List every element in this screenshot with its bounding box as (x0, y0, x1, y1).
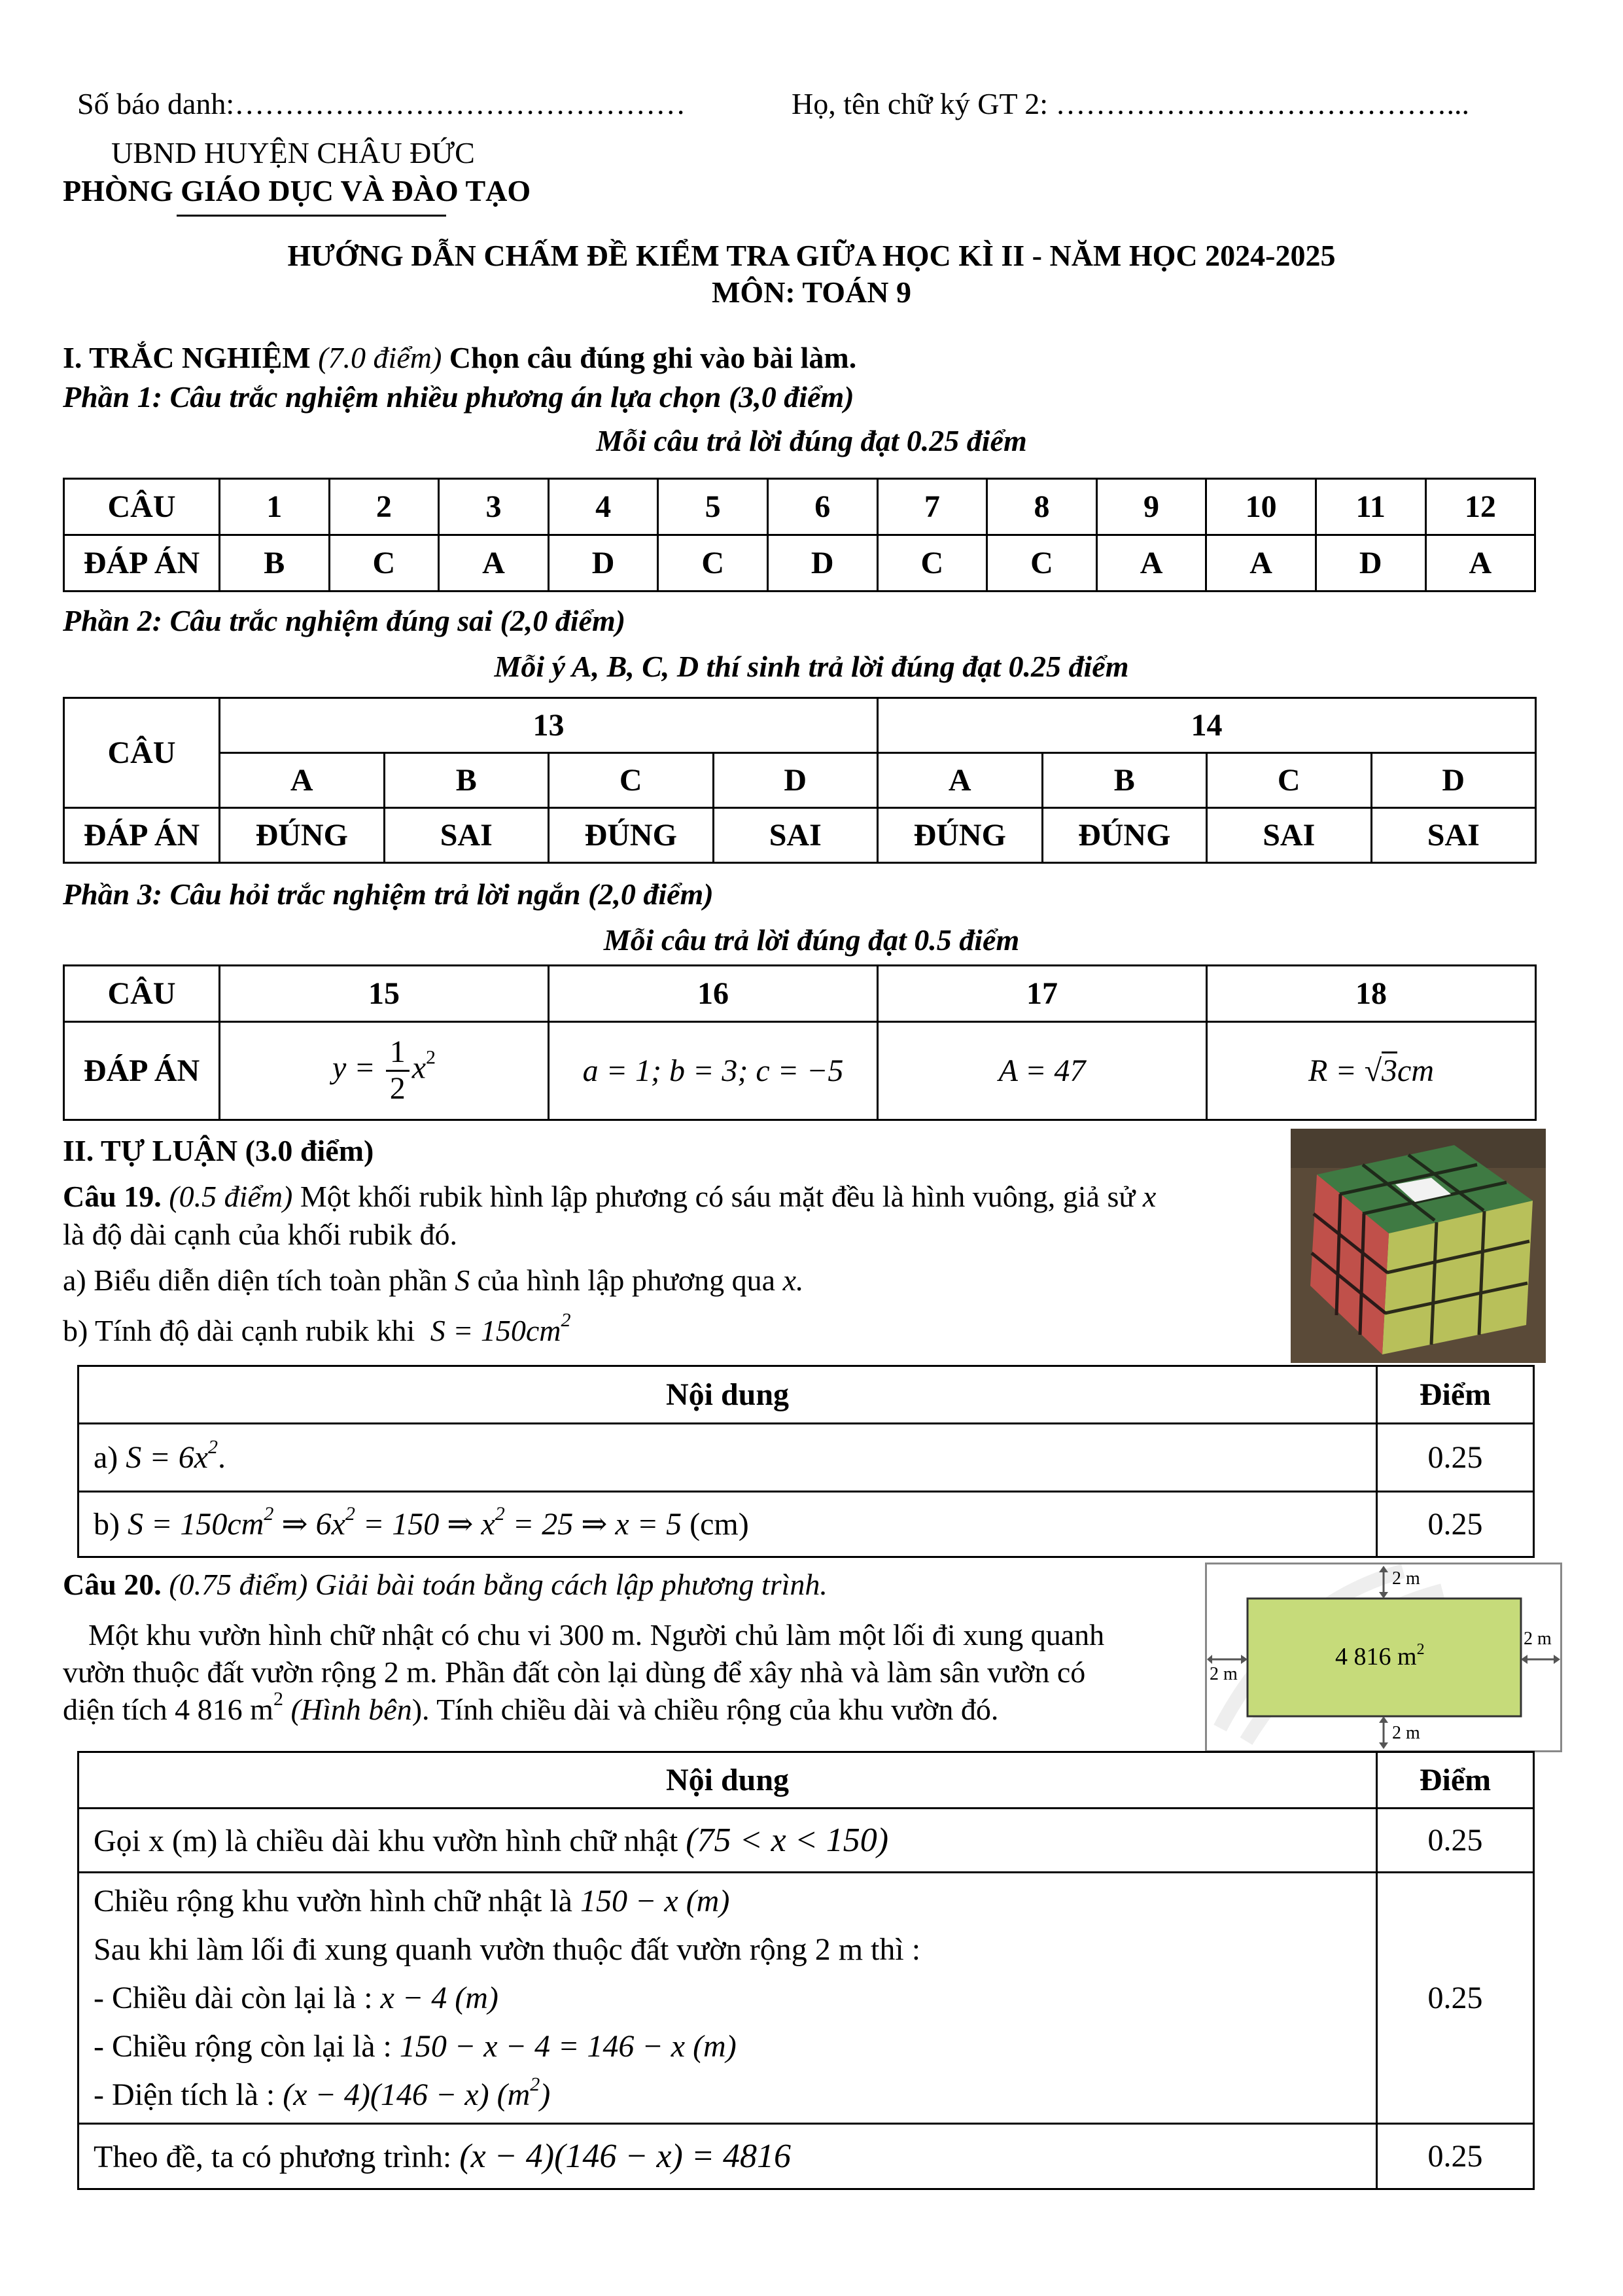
answer-cell: D (548, 535, 658, 592)
part-3-answer-table (63, 964, 1537, 1121)
table-cell: 7 (877, 479, 987, 535)
score-cell: 0.25 (1377, 1424, 1534, 1492)
question-20-line-1: Một khu vườn hình chữ nhật có chu vi 300 m. Người chủ làm một lối đi xung quanh (88, 1618, 1105, 1651)
table-cell: 4 (548, 479, 658, 535)
table-cell: 9 (1096, 479, 1206, 535)
question-13-header: 13 (220, 698, 878, 753)
answer-cell: C (658, 535, 768, 592)
sub-item-cell: D (713, 753, 878, 808)
table-cell: 3 (439, 479, 549, 535)
score-cell: 0.25 (1377, 1809, 1534, 1873)
sub-item-cell: A (878, 753, 1043, 808)
answer-line: - Diện tích là : (x − 4)(146 − x) $(m^2)$ (94, 2073, 551, 2112)
rubik-cube-photo (1291, 1129, 1546, 1363)
sub-item-cell: B (384, 753, 549, 808)
top-path-width-label: 2 m (1392, 1568, 1420, 1589)
table-cell: 11 (1316, 479, 1425, 535)
part-2-heading: Phần 2: Câu trắc nghiệm đúng sai (2,0 điểm) (63, 604, 626, 637)
question-20-scoring-table (77, 1751, 1535, 2190)
answer-cell: ĐÚNG (1042, 808, 1207, 863)
sub-item-cell: D (1371, 753, 1536, 808)
answer-17-cell: A = 47 (878, 1022, 1207, 1120)
score-cell: 0.25 (1377, 1873, 1534, 2124)
table-row-label: CÂU (64, 479, 220, 535)
document-title: HƯỚNG DẪN CHẤM ĐỀ KIỂM TRA GIỮA HỌC KÌ II - NĂM HỌC 2024-2025 (287, 239, 1336, 272)
question-20-line-3: diện tích 4 816 $m^2$ (Hình bên). Tính chiều dài và chiều rộng của khu vườn đó. (63, 1688, 999, 1726)
sub-item-cell: C (1207, 753, 1372, 808)
section-1-instruction: Chọn câu đúng ghi vào bài làm. (449, 341, 857, 374)
answer-cell: ĐÚNG (878, 808, 1043, 863)
part-3-heading: Phần 3: Câu hỏi trắc nghiệm trả lời ngắn (2,0 điểm) (63, 877, 714, 911)
examiner-signature-line: Họ, tên chữ ký GT 2: …………………………………... (792, 87, 1470, 120)
answer-cell: A (439, 535, 549, 592)
document-subject: MÔN: TOÁN 9 (712, 275, 911, 309)
score-column-header: Điểm (1377, 1752, 1534, 1809)
question-14-header: 14 (878, 698, 1536, 753)
answer-16-cell: a = 1; b = 3; c = −5 (549, 1022, 878, 1120)
answer-19a: a) $S = 6x^2$. (79, 1424, 1377, 1492)
table-cell: 8 (987, 479, 1097, 535)
answer-line: Chiều rộng khu vườn hình chữ nhật là 150 − x (m) (94, 1883, 730, 1918)
answer-20-step-3: Theo đề, ta có phương trình: (x − 4)(146 − x) = 4816 (79, 2124, 1377, 2189)
part-2-answer-table (63, 697, 1537, 864)
score-cell: 0.25 (1377, 1492, 1534, 1557)
department-underline (177, 215, 446, 217)
answer-20-step-2 (79, 1873, 1377, 2124)
answer-line: - Chiều dài còn lại là : x − 4 (m) (94, 1980, 498, 2015)
answer-line: - Chiều rộng còn lại là : 150 − x − 4 = 146 − x (m) (94, 2028, 737, 2064)
answer-cell: C (987, 535, 1097, 592)
part-3-note: Mỗi câu trả lời đúng đạt 0.5 điểm (603, 923, 1020, 957)
sub-item-cell: B (1042, 753, 1207, 808)
table-row-label: ĐÁP ÁN (64, 808, 220, 863)
section-1-label: I. TRẮC NGHIỆM (63, 341, 311, 374)
answer-cell: C (329, 535, 439, 592)
answer-cell: SAI (1207, 808, 1372, 863)
question-19-scoring-table (77, 1365, 1535, 1558)
table-cell: 6 (767, 479, 877, 535)
part-1-note: Mỗi câu trả lời đúng đạt 0.25 điểm (596, 424, 1027, 457)
bottom-path-width-label: 2 m (1392, 1723, 1420, 1743)
question-19-line-1: Câu 19. (0.5 điểm) Một khối rubik hình lập phương có sáu mặt đều là hình vuông, giả sử x (63, 1180, 1157, 1213)
fraction: $\frac{1}{2}$ (386, 1035, 410, 1106)
table-row-label: CÂU (64, 966, 220, 1022)
right-path-width-label: 2 m (1524, 1629, 1552, 1649)
section-1-points: (7.0 điểm) (318, 341, 442, 374)
section-2-heading: II. TỰ LUẬN (3.0 điểm) (63, 1134, 374, 1167)
answer-20-step-1: Gọi x (m) là chiều dài khu vườn hình chữ nhật (75 < x < 150) (79, 1809, 1377, 1873)
question-20-line-2: vườn thuộc đất vườn rộng 2 m. Phần đất còn lại dùng để xây nhà và làm sân vườn có (63, 1655, 1086, 1689)
table-cell: 5 (658, 479, 768, 535)
section-1-heading (63, 339, 856, 377)
answer-cell: SAI (1371, 808, 1536, 863)
answer-cell: A (1096, 535, 1206, 592)
answer-cell: B (220, 535, 330, 592)
sub-item-cell: A (220, 753, 385, 808)
answer-cell: D (767, 535, 877, 592)
department-name: PHÒNG GIÁO DỤC VÀ ĐÀO TẠO (63, 174, 531, 207)
answer-15-cell: y = $\frac{1}{2}$ $x^2$ (220, 1022, 549, 1120)
part-2-note: Mỗi ý A, B, C, D thí sinh trả lời đúng đạt 0.25 điểm (494, 650, 1129, 683)
table-row-label: CÂU (64, 698, 220, 808)
answer-cell: C (877, 535, 987, 592)
candidate-number-line: Số báo danh:……………………………………… (77, 87, 686, 120)
answer-cell: ĐÚNG (220, 808, 385, 863)
district-name: UBND HUYỆN CHÂU ĐỨC (111, 136, 475, 169)
answer-line: Sau khi làm lối đi xung quanh vườn thuộc đất vườn rộng 2 m thì : (94, 1932, 921, 1967)
answer-18-cell: R = √3cm (1207, 1022, 1536, 1120)
question-19-part-b: b) Tính độ dài cạnh rubik khi $S = 150cm^2$ (63, 1309, 571, 1347)
question-20-heading: Câu 20. (0.75 điểm) Giải bài toán bằng cách lập phương trình. (63, 1568, 828, 1601)
answer-cell: SAI (384, 808, 549, 863)
question-19-part-a: a) Biểu diễn diện tích toàn phần S của hình lập phương qua x. (63, 1263, 804, 1297)
answer-19b: b) $S = 150cm^2$ ⇒ $6x^2 = 150$ ⇒ $x^2 = 25$ ⇒ x = 5 (cm) (79, 1492, 1377, 1557)
score-column-header: Điểm (1377, 1366, 1534, 1424)
score-cell: 0.25 (1377, 2124, 1534, 2189)
table-cell: 15 (220, 966, 549, 1022)
table-cell: 1 (220, 479, 330, 535)
question-19-line-2: là độ dài cạnh của khối rubik đó. (63, 1218, 457, 1251)
table-row-label: ĐÁP ÁN (64, 535, 220, 592)
table-cell: 12 (1425, 479, 1535, 535)
table-cell: 10 (1206, 479, 1316, 535)
table-cell: 17 (878, 966, 1207, 1022)
part-1-heading: Phần 1: Câu trắc nghiệm nhiều phương án lựa chọn (3,0 điểm) (63, 380, 854, 414)
table-cell: 18 (1207, 966, 1536, 1022)
sub-item-cell: C (549, 753, 714, 808)
left-path-width-label: 2 m (1210, 1664, 1238, 1684)
content-column-header: Nội dung (79, 1366, 1377, 1424)
content-column-header: Nội dung (79, 1752, 1377, 1809)
garden-figure (1205, 1563, 1562, 1752)
answer-cell: SAI (713, 808, 878, 863)
table-cell: 2 (329, 479, 439, 535)
rubik-cube-image (1291, 1129, 1546, 1363)
garden-area-label: 4 816 $m^2$ (1335, 1641, 1425, 1670)
part-1-answer-table (63, 478, 1536, 592)
answer-cell: A (1206, 535, 1316, 592)
answer-cell: A (1425, 535, 1535, 592)
table-cell: 16 (549, 966, 878, 1022)
answer-cell: D (1316, 535, 1425, 592)
answer-cell: ĐÚNG (549, 808, 714, 863)
table-row-label: ĐÁP ÁN (64, 1022, 220, 1120)
